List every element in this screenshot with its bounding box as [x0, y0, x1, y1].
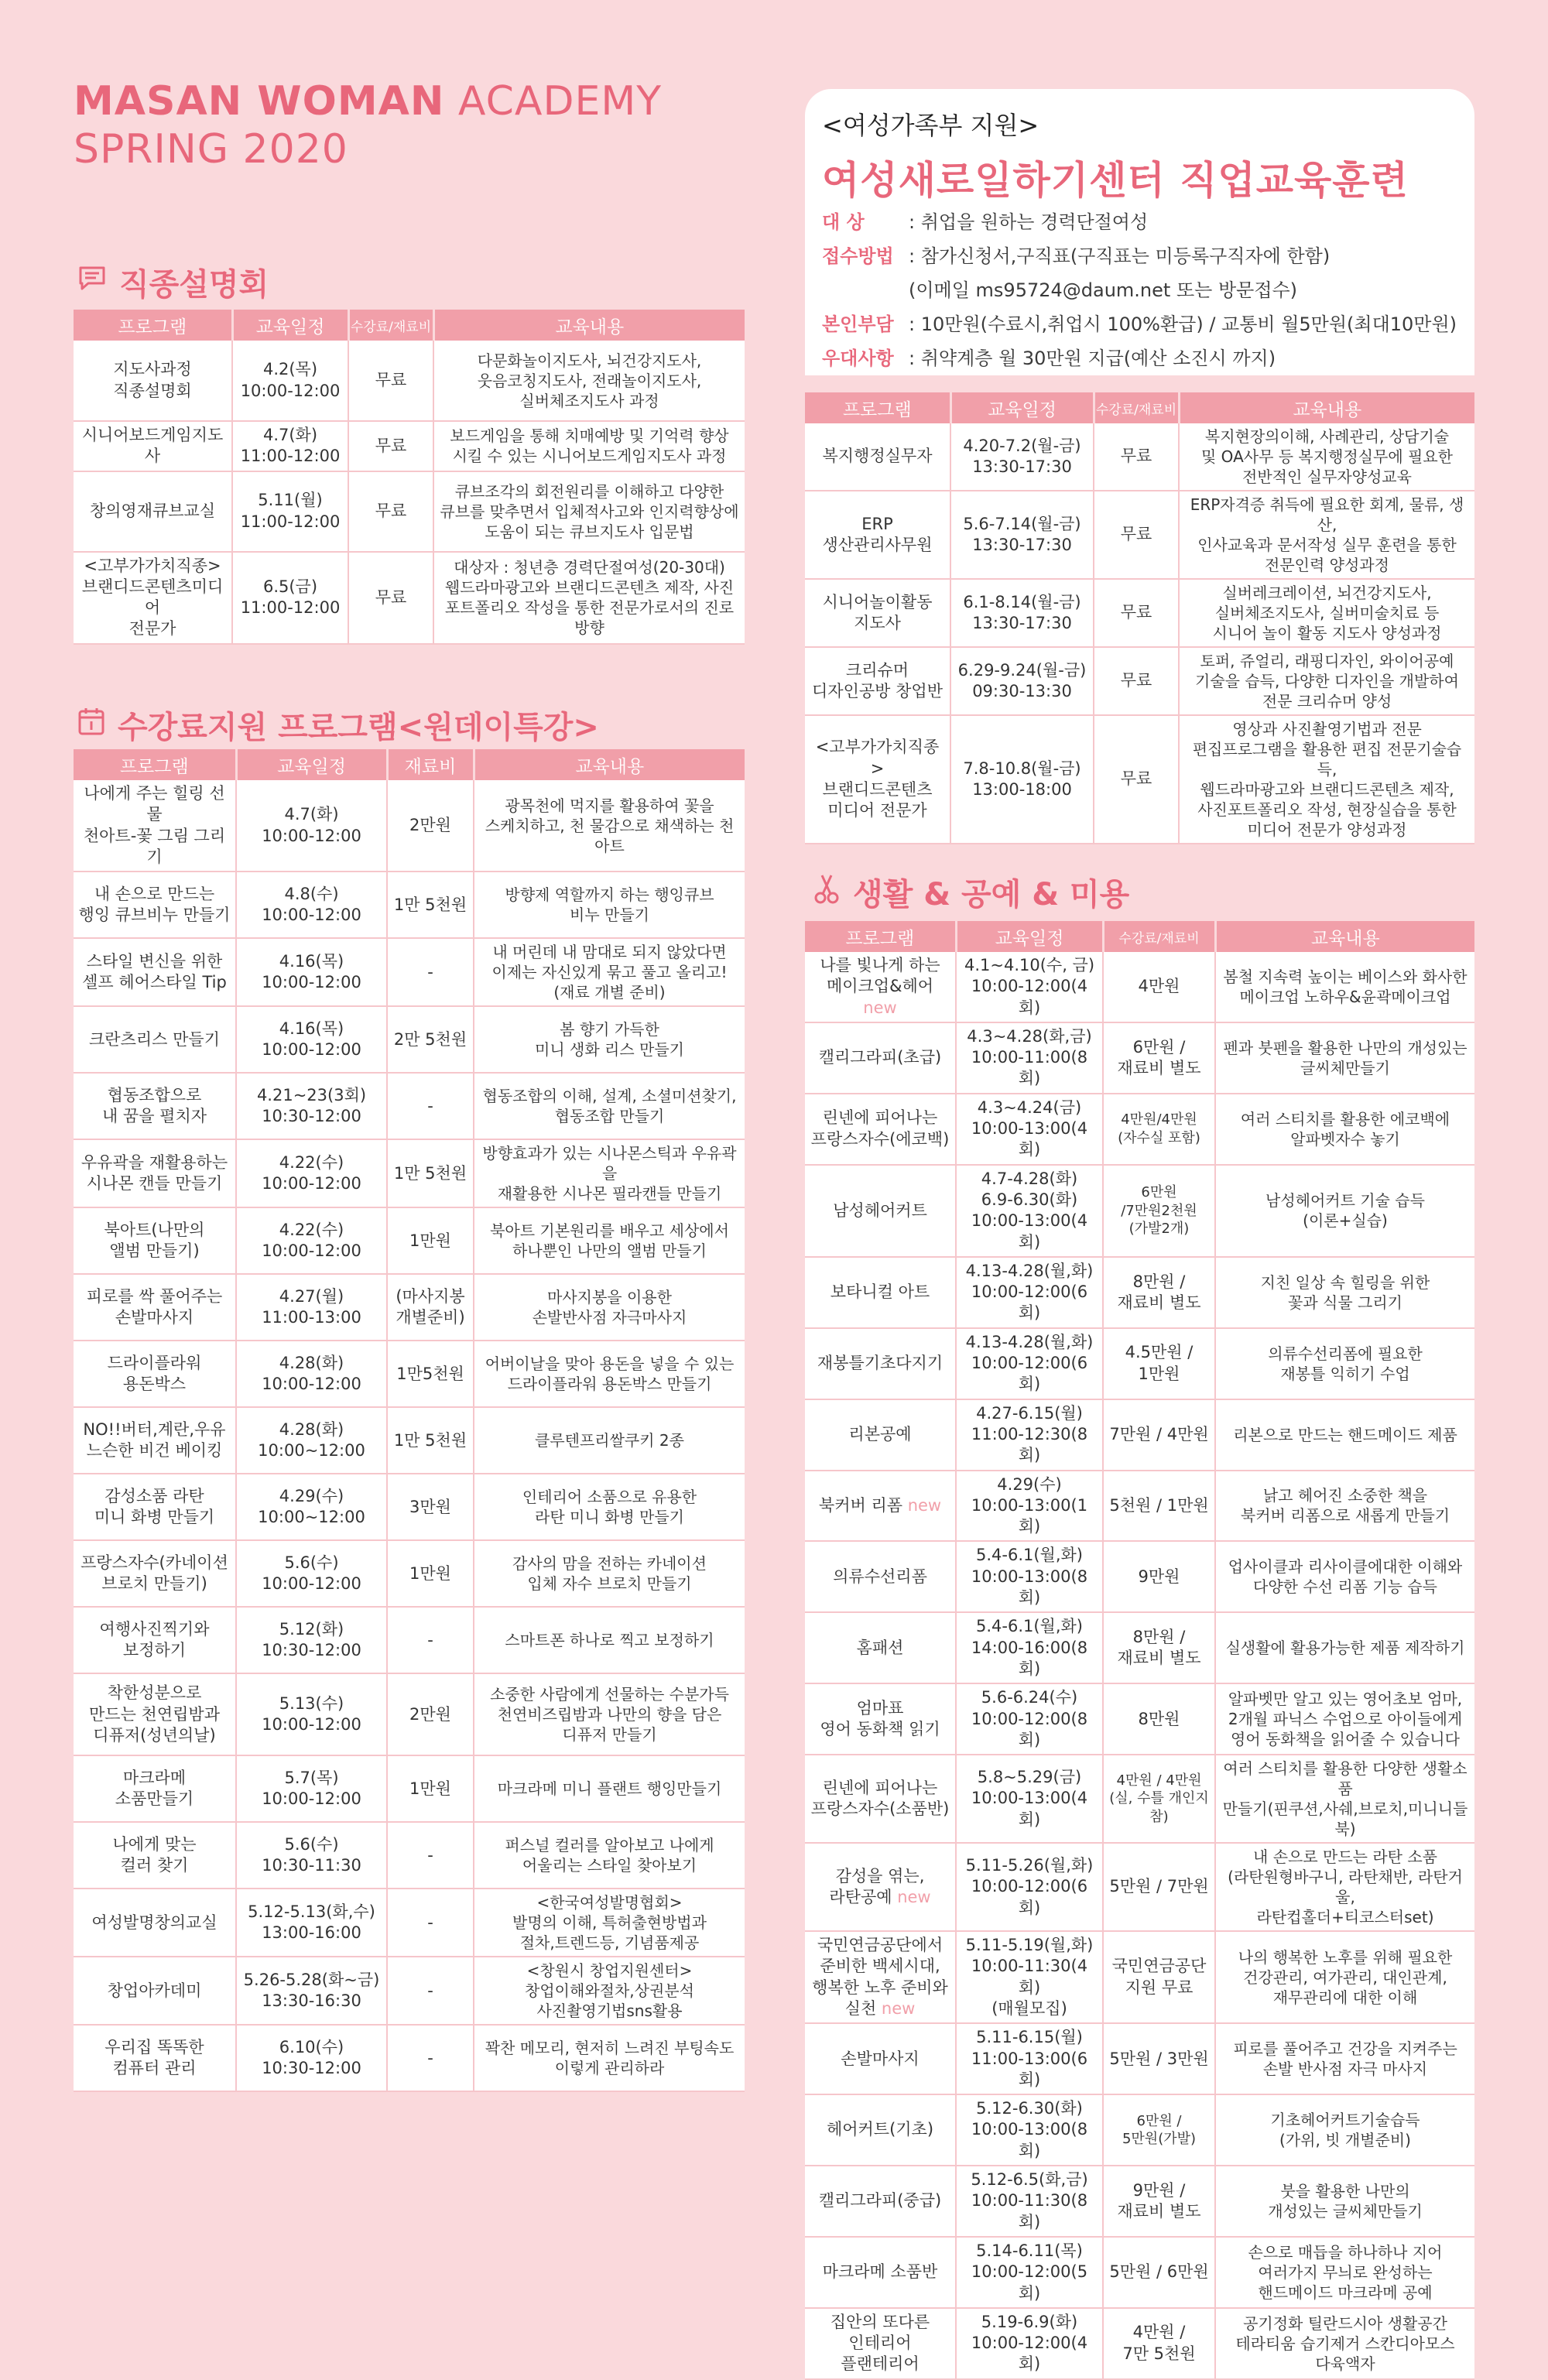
header-program: 프로그램 [74, 749, 236, 780]
cell-schedule: 5.6(수) 10:30-11:30 [236, 1822, 387, 1889]
table-row [74, 1957, 745, 2025]
cell-program: 남성헤어커트 [805, 1165, 956, 1257]
table-row [805, 1022, 1474, 1094]
new-badge: new [907, 1495, 942, 1515]
header-fee: 수강료/재료비 [1103, 921, 1215, 952]
cell-program: 피로를 싹 풀어주는 손발마사지 [74, 1274, 236, 1341]
cell-schedule: 6.29-9.24(월-금) 09:30-13:30 [950, 647, 1094, 715]
cell-fee: 4만원 / 7만 5천원 [1103, 2308, 1215, 2379]
header-fee: 재료비 [387, 749, 474, 780]
table-row [74, 1822, 745, 1889]
cell-schedule: 4.29(수) 10:00-13:00(1회) [956, 1471, 1103, 1542]
cell-content: 어버이날을 맞아 용돈을 넣을 수 있는 드라이플라워 용돈박스 만들기 [474, 1341, 745, 1407]
table-row [805, 2023, 1474, 2094]
cell-program: 크란츠리스 만들기 [74, 1006, 236, 1073]
cell-schedule: 4.27-6.15(월) 11:00-12:30(8회) [956, 1399, 1103, 1471]
card-subtitle: <여성가족부 지원> [822, 111, 1039, 140]
cell-program: 협동조합으로 내 꿈을 펼치자 [74, 1073, 236, 1139]
card-info-value: : 취약계층 월 30만원 지급(예산 소진시 까지) [909, 348, 1276, 369]
table-row [805, 2094, 1474, 2166]
table-row [74, 421, 745, 471]
card-info-row [822, 205, 1457, 239]
cell-schedule: 4.13-4.28(월,화) 10:00-12:00(6회) [956, 1257, 1103, 1328]
cell-fee: 8만원 / 재료비 별도 [1103, 1257, 1215, 1328]
cell-fee: 1만 5천원 [387, 1407, 474, 1474]
table-job-briefing [74, 310, 745, 645]
cell-fee: 4만원 / 4만원 (실, 수틀 개인지참) [1103, 1755, 1215, 1843]
cell-schedule: 5.12(화) 10:30-12:00 [236, 1607, 387, 1673]
cell-fee: 5천원 / 1만원 [1103, 1471, 1215, 1542]
new-badge: new [881, 1998, 916, 2018]
cell-content: <창원시 창업지원센터> 창업이해와절차,상권분석 사진촬영기법sns활용 [474, 1957, 745, 2025]
cell-content: 복지현장의이해, 사례관리, 상담기술 및 OA사무 등 복지행정실무에 필요한 전반적인 실무자양성교육 [1179, 423, 1474, 491]
section-title-text: 수강료지원 프로그램<원데이특강> [118, 710, 599, 745]
cell-fee: 무료 [348, 341, 433, 421]
card-info-label: 접수방법 [822, 245, 894, 267]
cell-program: 린넨에 피어나는 프랑스자수(에코백) [805, 1094, 956, 1165]
cell-program: 손발마사지 [805, 2023, 956, 2094]
cell-fee: 4만원 [1103, 952, 1215, 1022]
cell-content: 토퍼, 쥬얼리, 래핑디자인, 와이어공예 기술을 습득, 다양한 디자인을 개발하여 전문 크리슈머 양성 [1179, 647, 1474, 715]
cell-program: 스타일 변신을 위한 셀프 헤어스타일 Tip [74, 938, 236, 1006]
card-info-label: 본인부담 [822, 313, 894, 335]
header-fee: 수강료/재료비 [1094, 392, 1179, 423]
cell-content: 퍼스널 컬러를 알아보고 나에게 어울리는 스타일 찾아보기 [474, 1822, 745, 1889]
cell-fee: 9만원 / 재료비 별도 [1103, 2166, 1215, 2237]
vocational-training-card [805, 89, 1474, 375]
cell-content: 광목천에 먹지를 활용하여 꽃을 스케치하고, 천 물감으로 채색하는 천 아트 [474, 780, 745, 872]
cell-schedule: 4.7(화) 11:00-12:00 [232, 421, 348, 471]
table-row [805, 1471, 1474, 1542]
cell-fee: 무료 [1094, 647, 1179, 715]
cell-fee: 6만원 / 재료비 별도 [1103, 1022, 1215, 1094]
header-schedule: 교육일정 [236, 749, 387, 780]
cell-content: 리본으로 만드는 핸드메이드 제품 [1215, 1399, 1474, 1471]
cell-fee: - [387, 1889, 474, 1957]
cell-content: <한국여성발명협회> 발명의 이해, 특허출현방법과 절차,트렌드등, 기념품제공 [474, 1889, 745, 1957]
cell-content: 방향효과가 있는 시나몬스틱과 우유곽을 재활용한 시나몬 필라캔들 만들기 [474, 1139, 745, 1207]
cell-fee: - [387, 938, 474, 1006]
cell-schedule: 5.4-6.1(월,화) 10:00-13:00(8회) [956, 1541, 1103, 1612]
table-row [805, 1541, 1474, 1612]
table-row [805, 715, 1474, 844]
cell-program: 여행사진찍기와 보정하기 [74, 1607, 236, 1673]
table-row [805, 1843, 1474, 1931]
cell-program: 보타니컬 아트 [805, 1257, 956, 1328]
table-row [74, 1073, 745, 1139]
cell-fee: 5만원 / 6만원 [1103, 2237, 1215, 2308]
table-row [74, 1139, 745, 1207]
cell-schedule: 6.1-8.14(월-금) 13:30-17:30 [950, 579, 1094, 647]
table-row [805, 952, 1474, 1022]
cell-schedule: 4.2(목) 10:00-12:00 [232, 341, 348, 421]
cell-content: 손으로 매듭을 하나하나 지어 여러가지 무늬로 완성하는 핸드메이드 마크라메 공예 [1215, 2237, 1474, 2308]
card-info-row [822, 341, 1457, 375]
masthead-line1 [74, 77, 662, 125]
table-row [74, 552, 745, 644]
cell-content: 알파벳만 알고 있는 영어초보 엄마, 2개월 파닉스 수업으로 아이들에게 영어 동화책을 읽어줄 수 있습니다 [1215, 1683, 1474, 1755]
header-fee: 수강료/재료비 [348, 310, 433, 341]
card-info-value: : 10만원(수료시,취업시 100%환급) / 교통비 월5만원(최대10만원) [909, 313, 1457, 335]
cell-fee: 9만원 [1103, 1541, 1215, 1612]
table-oneday [74, 749, 745, 2092]
table-row [805, 1755, 1474, 1843]
cell-fee: 2만원 [387, 1673, 474, 1755]
cell-content: 대상자 : 청년층 경력단절여성(20-30대) 웹드라마광고와 브랜디드콘텐츠 제작, 사진 포트폴리오 작성을 통한 전문가로서의 진로방향 [433, 552, 745, 644]
table-row [805, 2166, 1474, 2237]
cell-content: 실생활에 활용가능한 제품 제작하기 [1215, 1612, 1474, 1683]
cell-content: 마사지봉을 이용한 손발반사점 자극마사지 [474, 1274, 745, 1341]
cell-schedule: 4.8(수) 10:00-12:00 [236, 872, 387, 938]
table-row [74, 1274, 745, 1341]
cell-fee: 8만원 / 재료비 별도 [1103, 1612, 1215, 1683]
card-info-label: 대 상 [822, 211, 865, 233]
cell-content: 방향제 역할까지 하는 행잉큐브 비누 만들기 [474, 872, 745, 938]
section-title-job-briefing [77, 260, 269, 304]
cell-schedule: 4.3~4.24(금) 10:00-13:00(4회) [956, 1094, 1103, 1165]
cell-schedule: 6.10(수) 10:30-12:00 [236, 2025, 387, 2091]
cell-content: 소중한 사람에게 선물하는 수분가득 천연비즈립밤과 나만의 향을 담은 디퓨저 만들기 [474, 1673, 745, 1755]
masthead-rest: ACADEMY [457, 78, 662, 125]
cell-program: 시니어보드게임지도사 [74, 421, 232, 471]
cell-fee: 1만 5천원 [387, 872, 474, 938]
table-row [74, 1474, 745, 1540]
table-row [74, 1540, 745, 1607]
cell-schedule: 4.16(목) 10:00-12:00 [236, 938, 387, 1006]
cell-schedule: 4.22(수) 10:00-12:00 [236, 1207, 387, 1274]
table-row [805, 491, 1474, 579]
header-schedule: 교육일정 [956, 921, 1103, 952]
cell-fee: 1만원 [387, 1540, 474, 1607]
cell-program: 나에게 맞는 컬러 찾기 [74, 1822, 236, 1889]
header-program: 프로그램 [805, 921, 956, 952]
cell-fee: - [387, 1822, 474, 1889]
cell-fee: 4.5만원 / 1만원 [1103, 1328, 1215, 1399]
cell-schedule: 4.3~4.28(화,금) 10:00-11:00(8회) [956, 1022, 1103, 1094]
cell-fee: 1만 5천원 [387, 1139, 474, 1207]
cell-schedule: 5.8~5.29(금) 10:00-13:00(4회) [956, 1755, 1103, 1843]
cell-content: 공기정화 틸란드시아 생활공간 테라티움 습기제거 스칸디아모스 다육액자 [1215, 2308, 1474, 2379]
card-info-label: 우대사항 [822, 348, 894, 369]
table-row [74, 471, 745, 552]
cell-content: 나의 행복한 노후를 위해 필요한 건강관리, 여가관리, 대인관계, 재무관리에 대한 이해 [1215, 1931, 1474, 2023]
table-row [74, 341, 745, 421]
card-info-value: : 참가신청서,구직표(구직표는 미등록구직자에 한함) [909, 245, 1331, 267]
cell-fee: - [387, 1957, 474, 2025]
cell-fee: 무료 [348, 471, 433, 552]
cell-program: 캘리그라피(초급) [805, 1022, 956, 1094]
table-row [74, 2025, 745, 2091]
card-title: 여성새로일하기센터 직업교육훈련 [822, 158, 1409, 203]
cell-fee: - [387, 1073, 474, 1139]
cell-fee: 1만원 [387, 1207, 474, 1274]
cell-schedule: 5.6(수) 10:00-12:00 [236, 1540, 387, 1607]
cell-fee: 2만원 [387, 780, 474, 872]
cell-content: 실버레크레이션, 뇌건강지도사, 실버체조지도사, 실버미술치료 등 시니어 놀이 활동 지도사 양성과정 [1179, 579, 1474, 647]
table-row [805, 1094, 1474, 1165]
cell-program: 시니어놀이활동 지도사 [805, 579, 950, 647]
cell-content: 인테리어 소품으로 유용한 라탄 미니 화병 만들기 [474, 1474, 745, 1540]
cell-program: <고부가가치직종> 브랜디드콘텐츠 미디어 전문가 [805, 715, 950, 844]
cell-program: 린넨에 피어나는 프랑스자수(소품반) [805, 1755, 956, 1843]
cell-content: 꽉찬 메모리, 현저히 느려진 부팅속도 이렇게 관리하라 [474, 2025, 745, 2091]
cell-fee: 무료 [1094, 491, 1179, 579]
cell-program: 마크라메 소품만들기 [74, 1755, 236, 1822]
table-row [74, 1207, 745, 1274]
card-info-list [822, 205, 1457, 375]
table-row [805, 1165, 1474, 1257]
cell-schedule: 5.11-5.26(월,화) 10:00-12:00(6회) [956, 1843, 1103, 1931]
cell-schedule: 5.7(목) 10:00-12:00 [236, 1755, 387, 1822]
cell-schedule: 5.11(월) 11:00-12:00 [232, 471, 348, 552]
cell-program: 창의영재큐브교실 [74, 471, 232, 552]
cell-program: <고부가가치직종> 브랜디드콘텐츠미디어 전문가 [74, 552, 232, 644]
cell-schedule: 7.8-10.8(월-금) 13:00-18:00 [950, 715, 1094, 844]
cell-program: 집안의 또다른 인테리어 플랜테리어 [805, 2308, 956, 2379]
cell-program: 크리슈머 디자인공방 창업반 [805, 647, 950, 715]
cell-content: 여러 스티치를 활용한 다양한 생활소품 만들기(핀쿠션,사쉐,브로치,미니니들북) [1215, 1755, 1474, 1843]
cell-schedule: 4.28(화) 10:00-12:00 [236, 1341, 387, 1407]
cell-fee: 국민연금공단 지원 무료 [1103, 1931, 1215, 2023]
cell-content: 기초헤어커트기술습득 (가위, 빗 개별준비) [1215, 2094, 1474, 2166]
cell-fee: 6만원 / 5만원(가발) [1103, 2094, 1215, 2166]
cell-content: 남성헤어커트 기술 습득 (이론+실습) [1215, 1165, 1474, 1257]
cell-schedule: 4.28(화) 10:00~12:00 [236, 1407, 387, 1474]
cell-schedule: 4.13-4.28(월,화) 10:00-12:00(6회) [956, 1328, 1103, 1399]
cell-schedule: 4.21~23(3회) 10:30-12:00 [236, 1073, 387, 1139]
cell-schedule: 4.29(수) 10:00~12:00 [236, 1474, 387, 1540]
cell-program: 여성발명창의교실 [74, 1889, 236, 1957]
cell-schedule: 5.26-5.28(화~금) 13:30-16:30 [236, 1957, 387, 2025]
cell-program: NO!!버터,계란,우유 느슨한 비건 베이킹 [74, 1407, 236, 1474]
cell-fee: 4만원/4만원 (자수실 포함) [1103, 1094, 1215, 1165]
table-life-craft [805, 921, 1474, 2380]
cell-content: 펜과 붓펜을 활용한 나만의 개성있는 글씨체만들기 [1215, 1022, 1474, 1094]
table-row [74, 1755, 745, 1822]
cell-program: ERP 생산관리사무원 [805, 491, 950, 579]
cell-content: 큐브조각의 회전원리를 이해하고 다양한 큐브를 맞추면서 입체적사고와 인지력향상에 도움이 되는 큐브지도사 입문법 [433, 471, 745, 552]
scissors-icon [813, 873, 841, 912]
cell-schedule: 5.19-6.9(화) 10:00-12:00(4회) [956, 2308, 1103, 2379]
cell-program: 드라이플라워 용돈박스 [74, 1341, 236, 1407]
cell-content: 보드게임을 통해 치매예방 및 기억력 향상 시킬 수 있는 시니어보드게임지도사 과정 [433, 421, 745, 471]
cell-content: 피로를 풀어주고 건강을 지켜주는 손발 반사점 자극 마사지 [1215, 2023, 1474, 2094]
cell-program: 내 손으로 만드는 행잉 큐브비누 만들기 [74, 872, 236, 938]
header-content: 교육내용 [433, 310, 745, 341]
new-badge: new [897, 1888, 931, 1907]
cell-content: 업사이클과 리사이클에대한 이해와 다양한 수선 리폼 기능 습득 [1215, 1541, 1474, 1612]
cell-fee: 1만5천원 [387, 1341, 474, 1407]
table-row [805, 2237, 1474, 2308]
cell-content: 여러 스티치를 활용한 에코백에 알파벳자수 놓기 [1215, 1094, 1474, 1165]
cell-schedule: 5.14-6.11(목) 10:00-12:00(5회) [956, 2237, 1103, 2308]
header-content: 교육내용 [1179, 392, 1474, 423]
cell-program: 복지행정실무자 [805, 423, 950, 491]
cell-schedule: 5.11-5.19(월,화) 10:00-11:30(4회) (매월모집) [956, 1931, 1103, 2023]
cell-program: 나를 빛나게 하는 메이크업&헤어 new [805, 952, 956, 1022]
cell-schedule: 5.12-5.13(화,수) 13:00-16:00 [236, 1889, 387, 1957]
card-info-row [822, 239, 1457, 273]
cell-content: 붓을 활용한 나만의 개성있는 글씨체만들기 [1215, 2166, 1474, 2237]
cell-schedule: 5.13(수) 10:00-12:00 [236, 1673, 387, 1755]
cell-program: 착한성분으로 만드는 천연립밤과 디퓨저(성년의날) [74, 1673, 236, 1755]
cell-content: 다문화놀이지도사, 뇌건강지도사, 웃음코칭지도사, 전래놀이지도사, 실버체조지도사 과정 [433, 341, 745, 421]
masthead [74, 77, 662, 173]
section-title-text: 생활 & 공예 & 미용 [853, 877, 1130, 913]
cell-content: 감사의 맘을 전하는 카네이션 입체 자수 브로치 만들기 [474, 1540, 745, 1607]
cell-fee: 3만원 [387, 1474, 474, 1540]
cell-program: 마크라메 소품반 [805, 2237, 956, 2308]
table-row [74, 1607, 745, 1673]
cell-content: 봄철 지속력 높이는 베이스와 화사한 메이크업 노하우&윤곽메이크업 [1215, 952, 1474, 1022]
cell-fee: 무료 [1094, 715, 1179, 844]
header-program: 프로그램 [805, 392, 950, 423]
cell-content: 클루텐프리쌀쿠키 2종 [474, 1407, 745, 1474]
table-row [805, 647, 1474, 715]
cell-content: 협동조합의 이해, 설계, 소셜미션찾기, 협동조합 만들기 [474, 1073, 745, 1139]
table-row [74, 1341, 745, 1407]
cell-fee: 8만원 [1103, 1683, 1215, 1755]
cell-program: 우리집 똑똑한 컴퓨터 관리 [74, 2025, 236, 2091]
cell-fee: 무료 [1094, 579, 1179, 647]
new-badge: new [863, 998, 897, 1017]
table-row [805, 423, 1474, 491]
cell-schedule: 5.12-6.5(화,금) 10:00-11:30(8회) [956, 2166, 1103, 2237]
table-vocational [805, 392, 1474, 844]
cell-program: 우유곽을 재활용하는 시나몬 캔들 만들기 [74, 1139, 236, 1207]
cell-schedule: 5.12-6.30(화) 10:00-13:00(8회) [956, 2094, 1103, 2166]
cell-content: 지친 일상 속 힐링을 위한 꽃과 식물 그리기 [1215, 1257, 1474, 1328]
cell-fee: 무료 [348, 421, 433, 471]
cell-schedule: 4.7(화) 10:00-12:00 [236, 780, 387, 872]
table-row [805, 2308, 1474, 2379]
cell-program: 북커버 리폼 new [805, 1471, 956, 1542]
cell-schedule: 6.5(금) 11:00-12:00 [232, 552, 348, 644]
cell-fee: 무료 [1094, 423, 1179, 491]
cell-program: 국민연금공단에서 준비한 백세시대, 행복한 노후 준비와 실천 new [805, 1931, 956, 2023]
cell-schedule: 4.20-7.2(월-금) 13:30-17:30 [950, 423, 1094, 491]
section-title-text: 직종설명회 [119, 267, 269, 303]
cell-schedule: 4.22(수) 10:00-12:00 [236, 1139, 387, 1207]
cell-program: 리본공예 [805, 1399, 956, 1471]
cell-program: 의류수선리폼 [805, 1541, 956, 1612]
cell-schedule: 5.6-6.24(수) 10:00-12:00(8회) [956, 1683, 1103, 1755]
cell-content: 내 손으로 만드는 라탄 소품 (라탄원형바구니, 라탄채반, 라탄거울, 라탄컵홀더+티코스터set) [1215, 1843, 1474, 1931]
table-row [74, 1673, 745, 1755]
cell-program: 홈패션 [805, 1612, 956, 1683]
table-row [74, 1407, 745, 1474]
card-info-value: (이메일 ms95724@daum.net 또는 방문접수) [909, 279, 1298, 301]
table-row [74, 780, 745, 872]
speech-bubble-icon [77, 265, 107, 300]
cell-program: 엄마표 영어 동화책 읽기 [805, 1683, 956, 1755]
cell-schedule: 5.11-6.15(월) 11:00-13:00(6회) [956, 2023, 1103, 2094]
section-title-life-craft [813, 870, 1129, 914]
cell-content: 스마트폰 하나로 찍고 보정하기 [474, 1607, 745, 1673]
cell-content: 마크라메 미니 플랜트 행잉만들기 [474, 1755, 745, 1822]
header-program: 프로그램 [74, 310, 232, 341]
table-row [74, 1006, 745, 1073]
cell-program: 캘리그라피(중급) [805, 2166, 956, 2237]
masthead-line2: SPRING 2020 [74, 126, 348, 173]
header-schedule: 교육일정 [232, 310, 348, 341]
header-content: 교육내용 [474, 749, 745, 780]
cell-program: 프랑스자수(카네이션 브로치 만들기) [74, 1540, 236, 1607]
cell-program: 나에게 주는 힐링 선물 천아트-꽃 그림 그리기 [74, 780, 236, 872]
cell-fee: 2만 5천원 [387, 1006, 474, 1073]
cell-content: ERP자격증 취득에 필요한 회계, 물류, 생산, 인사교육과 문서작성 실무 훈련을 통한 전문인력 양성과정 [1179, 491, 1474, 579]
cell-program: 재봉틀기초다지기 [805, 1328, 956, 1399]
cell-fee: 6만원 /7만원2천원 (가발2개) [1103, 1165, 1215, 1257]
cell-program: 북아트(나만의 앨범 만들기) [74, 1207, 236, 1274]
card-info-value: : 취업을 원하는 경력단절여성 [909, 211, 1149, 233]
section-title-oneday [77, 703, 599, 747]
cell-fee: 7만원 / 4만원 [1103, 1399, 1215, 1471]
table-row [805, 579, 1474, 647]
masthead-bold: MASAN WOMAN [74, 78, 445, 125]
table-row [74, 872, 745, 938]
cell-content: 봄 향기 가득한 미니 생화 리스 만들기 [474, 1006, 745, 1073]
cell-schedule: 4.1~4.10(수, 금) 10:00-12:00(4회) [956, 952, 1103, 1022]
card-info-row [822, 273, 1457, 307]
calendar-icon [77, 707, 105, 744]
table-row [805, 1612, 1474, 1683]
cell-schedule: 4.7-4.28(화) 6.9-6.30(화) 10:00-13:00(4회) [956, 1165, 1103, 1257]
table-row [74, 938, 745, 1006]
cell-schedule: 5.4-6.1(월,화) 14:00-16:00(8회) [956, 1612, 1103, 1683]
cell-content: 내 머린데 내 맘대로 되지 않았다면 이제는 자신있게 묶고 풀고 올리고! (재료 개별 준비) [474, 938, 745, 1006]
card-info-row [822, 307, 1457, 341]
table-row [74, 1889, 745, 1957]
cell-program: 지도사과정 직종설명회 [74, 341, 232, 421]
header-content: 교육내용 [1215, 921, 1474, 952]
cell-content: 북아트 기본원리를 배우고 세상에서 하나뿐인 나만의 앨범 만들기 [474, 1207, 745, 1274]
cell-fee: 5만원 / 7만원 [1103, 1843, 1215, 1931]
cell-schedule: 5.6-7.14(월-금) 13:30-17:30 [950, 491, 1094, 579]
table-row [805, 1328, 1474, 1399]
table-row [805, 1683, 1474, 1755]
cell-content: 영상과 사진촬영기법과 전문 편집프로그램을 활용한 편집 전문기술습득, 웹드라마광고와 브랜디드콘텐츠 제작, 사진포트폴리오 작성, 현장실습을 통한 미디어 전문가 양성과정 [1179, 715, 1474, 844]
cell-fee: 5만원 / 3만원 [1103, 2023, 1215, 2094]
cell-program: 감성소품 라탄 미니 화병 만들기 [74, 1474, 236, 1540]
table-row [805, 1931, 1474, 2023]
cell-fee: (마사지봉 개별준비) [387, 1274, 474, 1341]
cell-fee: - [387, 1607, 474, 1673]
cell-content: 낡고 헤어진 소중한 책을 북커버 리폼으로 새롭게 만들기 [1215, 1471, 1474, 1542]
cell-content: 의류수선리폼에 필요한 재봉틀 익히기 수업 [1215, 1328, 1474, 1399]
table-row [805, 1257, 1474, 1328]
header-schedule: 교육일정 [950, 392, 1094, 423]
table-row [805, 1399, 1474, 1471]
cell-program: 헤어커트(기초) [805, 2094, 956, 2166]
cell-fee: 1만원 [387, 1755, 474, 1822]
cell-program: 감성을 엮는, 라탄공예 new [805, 1843, 956, 1931]
cell-schedule: 4.27(월) 11:00-13:00 [236, 1274, 387, 1341]
cell-fee: 무료 [348, 552, 433, 644]
cell-program: 창업아카데미 [74, 1957, 236, 2025]
cell-fee: - [387, 2025, 474, 2091]
cell-schedule: 4.16(목) 10:00-12:00 [236, 1006, 387, 1073]
